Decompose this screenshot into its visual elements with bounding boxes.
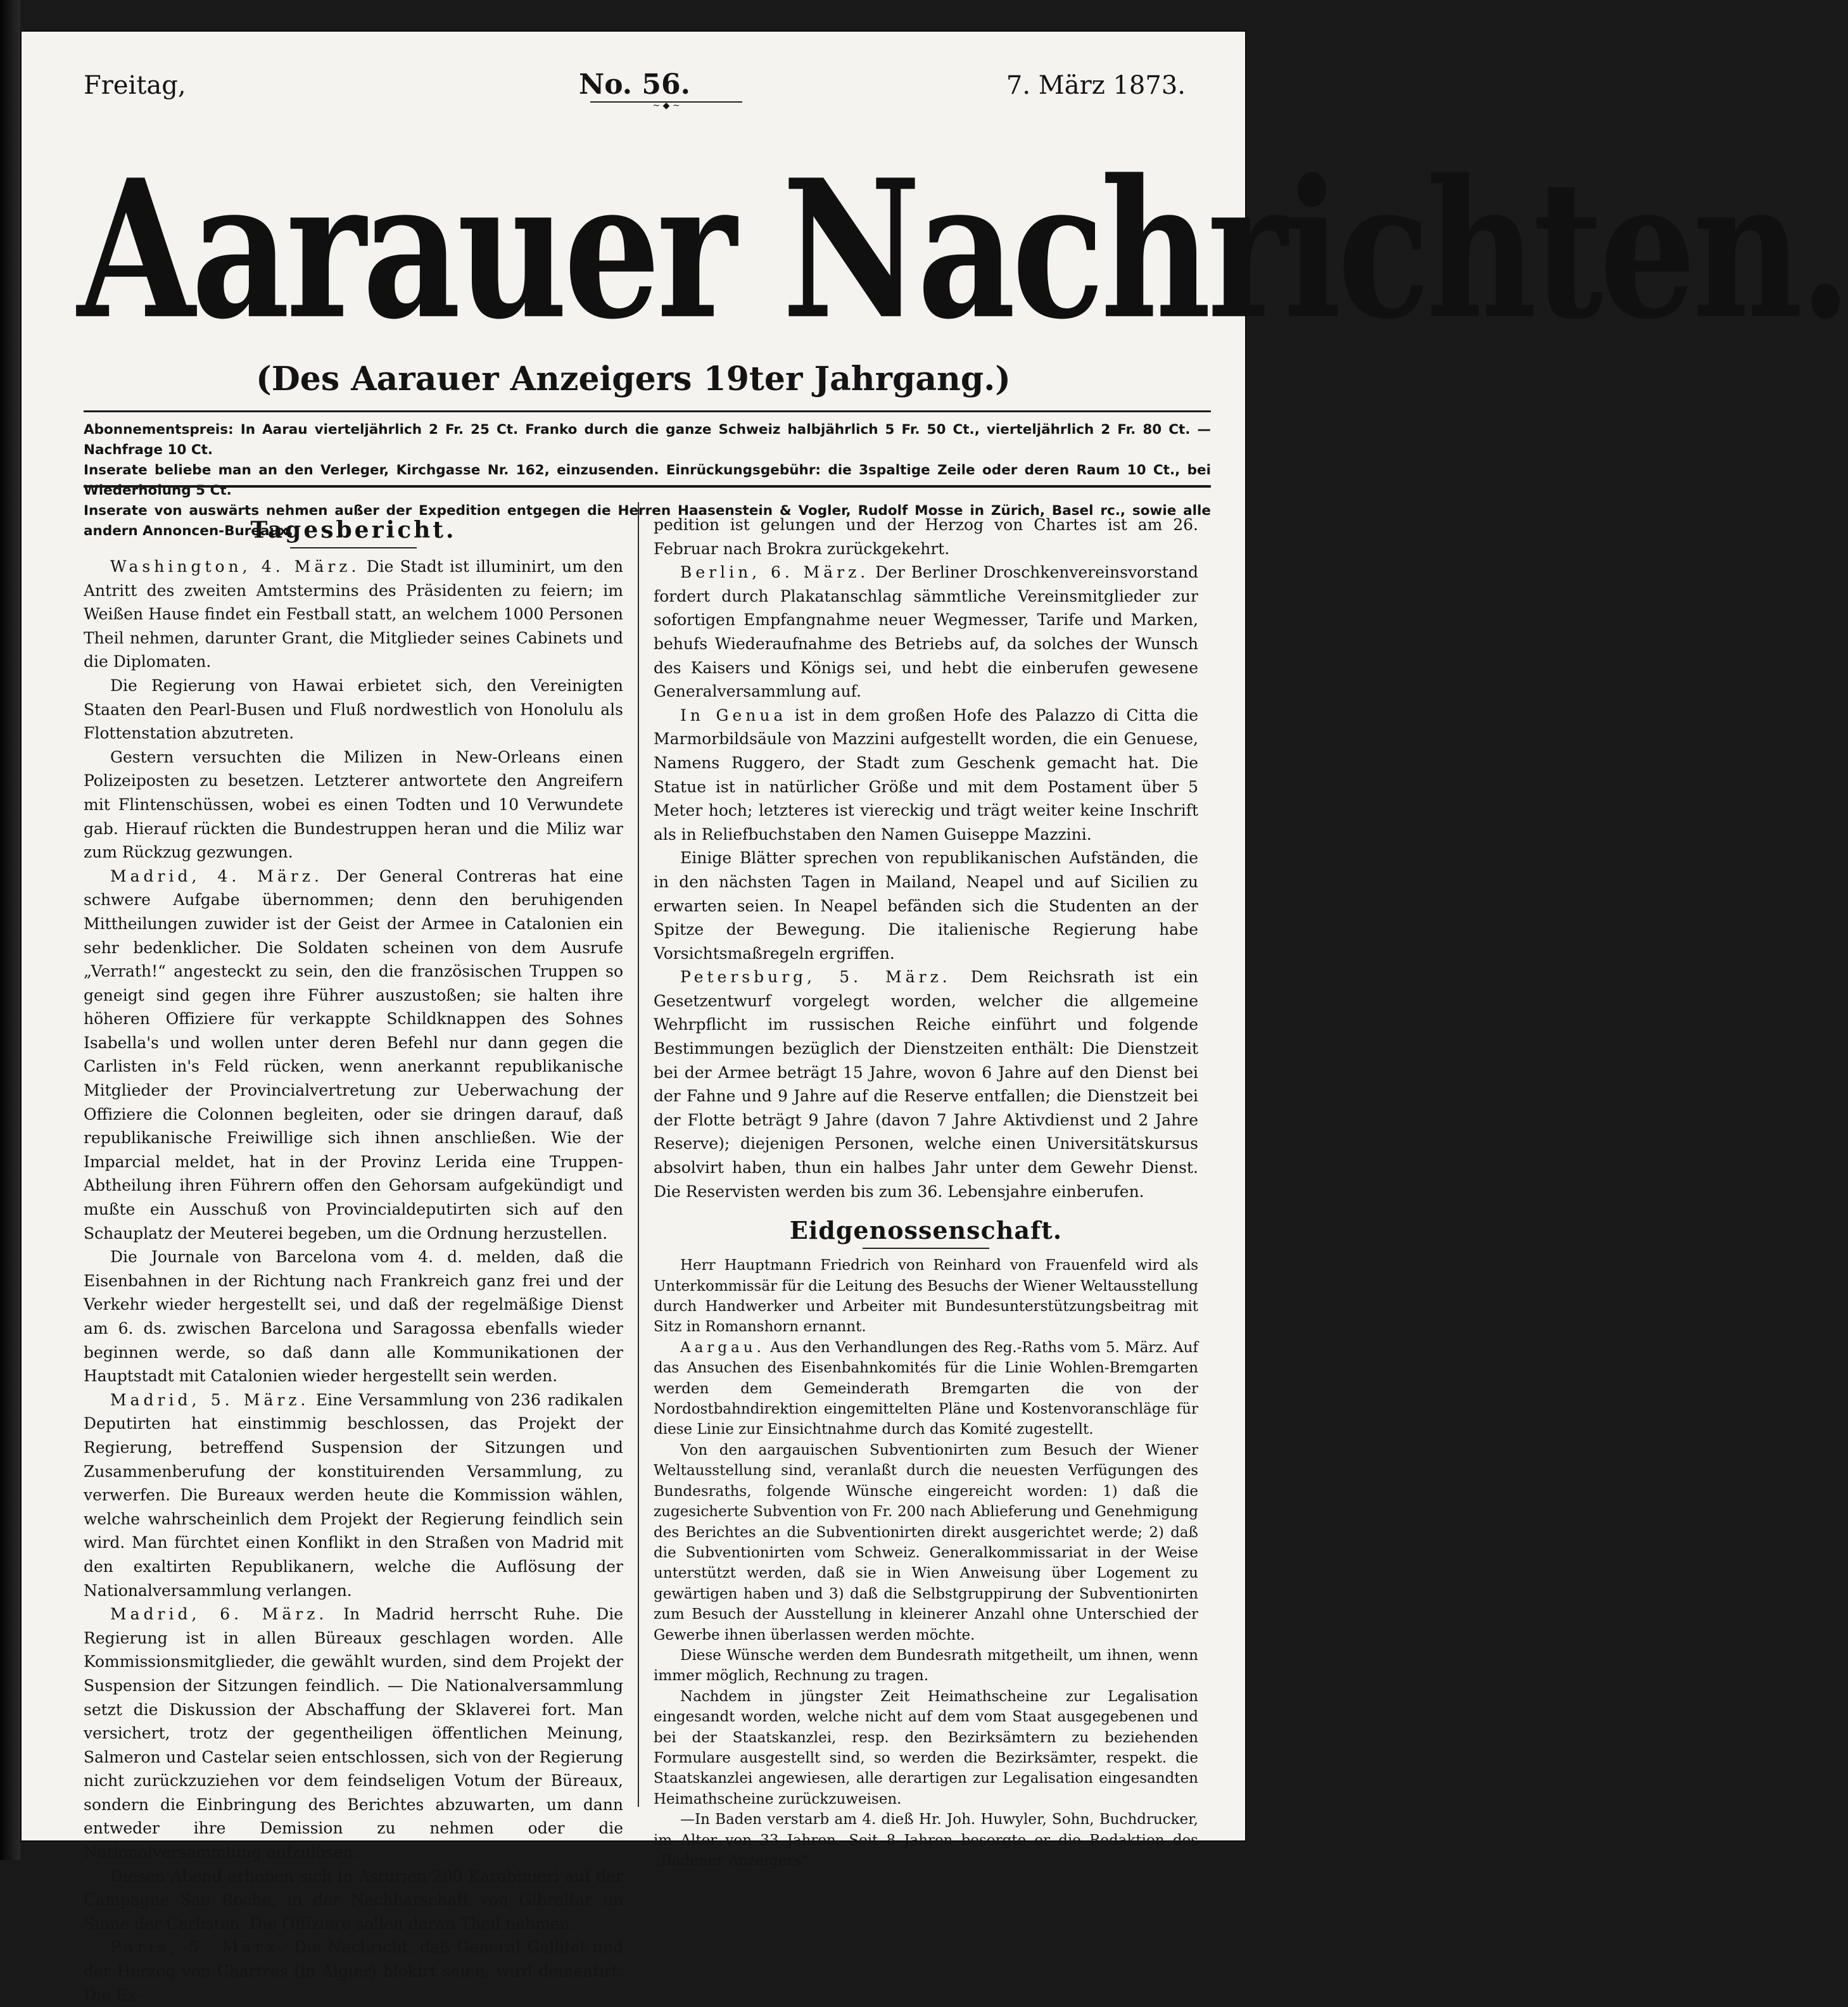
article-paragraph [84,674,623,745]
paragraph-text: Einige Blätter sprechen von republikanischen Aufständen, die in den nächsten Tagen in Mailand, Neapel und auf Sicilien zu erwarten seien. In Neapel befänden sich die Studenten an der Spitze der Bewegung. Die italienische Regierung habe Vorsichtsmaßregeln ergriffen. [654,849,1198,963]
notice-line: Inserate beliebe man an den Verleger, Kirchgasse Nr. 162, einzusenden. Einrückungsgebühr: die 3spaltige Zeile oder deren Raum 10 Ct., bei Wiederholung 5 Ct. [84,462,1211,498]
paragraph-text: ist in dem großen Hofe des Palazzo di Citta die Marmorbildsäule von Mazzini aufgestellt worden, die ein Genuese, Namens Ruggero, der Stadt zum Geschenk gemacht hat. Die Statue ist in natürlicher Größe und mit dem Postament über 5 Meter hoch; letzteres ist viereckig und trägt weiter keine Inschrift als in Reliefbuchstaben den Namen Guiseppe Mazzini. [654,706,1198,844]
dateline: Aargau. [680,1339,765,1356]
paragraph-text: Aus den Verhandlungen des Reg.-Raths vom 5. März. Auf das Ansuchen des Eisenbahnkomités für die Linie Wohlen-Bremgarten werden dem Gemeinderath Bremgarten die von der Nordostbahndirektion eingemittelten Pläne und Kostenvoranschläge für diese Linie zur Einsichtnahme durch das Komité zugestellt. [654,1339,1198,1438]
number-ornament: ~ ◆ ~ [590,101,742,110]
article-paragraph [654,1645,1198,1687]
notice-line: Inserate von auswärts nehmen außer der Expedition entgegen die Herren Haasenstein & Vogler, Rudolf Mosse in Zürich, Basel rc., sowie alle andern Annoncen-Bureaux. [84,503,1211,539]
paragraph-text: Nachdem in jüngster Zeit Heimathscheine zur Legalisation eingesandt worden, welche nicht auf dem vom Staat ausgegebenen und bei der Staatskanzlei, resp. den Bezirksämtern zu beziehenden Formulare ausgestellt sind, so werden die Bezirksämter, respekt. die Staatskanzlei angewiesen, alle derartigen zur Legalisation eingesandten Heimathscheine zurückzuweisen. [654,1688,1198,1808]
article-paragraph [84,864,623,1246]
dateline: Madrid, 5. März. [110,1390,310,1409]
dateline: Paris, 5. März. [110,1938,288,1957]
paragraph-text: Die Nachricht, daß General Gallifet und der Herzog von Chartres (in Algier) blokirt seien, wird dementirt. Die Ex- [84,1938,623,2004]
section-rule [290,547,417,548]
newspaper-page [20,30,1848,2004]
issue-number: No. 56. [579,68,690,101]
paragraph-text: —In Baden verstarb am 4. dieß Hr. Joh. Huwyler, Sohn, Buchdrucker, im Alter von 33 Jahren. Seit 8 Jahren besorgte er die Redaktion des „Badener Anzeigers“. [654,1811,1198,1869]
article-paragraph [84,1935,623,2007]
dateline: Berlin, 6. März. [680,563,870,582]
article-paragraph [84,1602,623,1865]
article-paragraph [654,513,1198,560]
article-paragraph [654,560,1198,704]
paragraph-text: Die Regierung von Hawai erbietet sich, den Vereinigten Staaten den Pearl-Busen und Fluß nordwestlich von Honolulu als Flottenstation abzutreten. [84,676,623,743]
dateline: Petersburg, 5. März. [680,968,951,987]
right-column [654,513,1198,1869]
paragraph-text: In Madrid herrscht Ruhe. Die Regierung ist in allen Büreaux geschlagen worden. Alle Kommissionsmitglieder, die gewählt wurden, sind dem Projekt der Suspension der Sitzungen feindlich. — Die Nationalversammlung setzt die Diskussion der Abschaffung der Sklaverei fort. Man versichert, trotz der gegentheiligen öffentlichen Meinung, Salmeron und Castelar seien entschlossen, sich von der Regierung nicht zurückzuziehen vor dem feindseligen Votum der Büreaux, sondern die Einbringung des Berichtes abzuwarten, um dann entweder ihre Demission zu nehmen oder die Nationalversammlung aufzulösen. [84,1605,623,1862]
article-paragraph [84,1245,623,1388]
article-paragraph [654,1440,1198,1645]
notice-rule [84,485,1211,488]
masthead-subtitle: (Des Aarauer Anzeigers 19ter Jahrgang.) [256,360,1011,398]
article-paragraph [84,555,623,674]
header-rule [84,410,1211,412]
article-paragraph [654,1255,1198,1338]
article-paragraph [654,1809,1198,1871]
article-paragraph [654,846,1198,965]
section-heading-eidgenossenschaft: Eidgenossenschaft. [789,1216,1063,1245]
article-paragraph [654,965,1198,1203]
article-paragraph [84,745,623,864]
article-paragraph [84,1865,623,1936]
section-heading-tagesbericht: Tagesbericht. [250,517,457,543]
paragraph-text: Diese Wünsche werden dem Bundesrath mitgetheilt, um ihnen, wenn immer möglich, Rechnung zu tragen. [654,1647,1198,1685]
section-rule [863,1248,989,1249]
dateline: Madrid, 6. März. [110,1605,328,1624]
masthead-title: Aarauer Nachrichten. [77,138,1848,362]
article-paragraph [654,1338,1198,1440]
paragraph-text: Diesen Abend erhoben sich in Asturien 200 Karabinieri auf der Campagne San Roche, in der Nachbarschaft von Gibraltar im Sinne der Carlisten. Die Offiziere sollen daran Theil nehmen. [84,1866,623,1933]
issue-date: 7. März 1873. [1006,71,1186,100]
paragraph-text: Die Journale von Barcelona vom 4. d. melden, daß die Eisenbahnen in der Richtung nach Frankreich ganz frei und der Verkehr wieder hergestellt sei, und daß der regelmäßige Dienst am 6. ds. zwischen Barcelona und Saragossa ebenfalls wieder beginnen werde, so daß dann alle Kommunikationen der Hauptstadt mit Catalonien wieder hergestellt sein werden. [84,1248,623,1386]
paragraph-text: Gestern versuchten die Milizen in New-Orleans einen Polizeiposten zu besetzen. Letzterer antwortete den Angreifern mit Flintenschüssen, wobei es einen Todten und 10 Verwundete gab. Hierauf rückten die Bundestruppen heran und die Miliz war zum Rückzug gezwungen. [84,747,623,862]
notice-line: Abonnementspreis: In Aarau vierteljährlich 2 Fr. 25 Ct. Franko durch die ganze Schweiz halbjährlich 5 Fr. 50 Ct., vierteljährlich 2 Fr. 80 Ct. — Nachfrage 10 Ct. [84,422,1211,458]
article-paragraph [84,1388,623,1602]
dateline: In Genua [680,706,787,725]
paragraph-text: pedition ist gelungen und der Herzog von Chartes ist am 26. Februar nach Brokra zurückgekehrt. [654,516,1198,558]
paragraph-text: Der General Contreras hat eine schwere Aufgabe übernommen; denn den beruhigenden Mittheilungen zuwider ist der Geist der Armee in Catalonien ein sehr bedenklicher. Die Soldaten scheinen von dem Ausrufe „Verrath!“ angesteckt zu sein, den die französischen Truppen so geneigt sind gegen ihre Führer auszustoßen; sie halten ihre höheren Offiziere für verkappte Schildknappen des Sohnes Isabella's und wollen unter deren Befehl nur dann gegen die Carlisten in's Feld rücken, wenn anerkannt republikanische Mitglieder der Provincialvertretung zur Ueberwachung der Offiziere die Colonnen begleiten, oder sie dringen darauf, daß republikanische Freiwillige sich ihnen anschließen. Wie der Imparcial meldet, hat in der Provinz Lerida eine Truppen-Abtheilung ihren Führern offen den Gehorsam aufgekündigt und mußte ein Ausschuß von Provincialdeputirten sich auf den Schauplatz der Meuterei begeben, um die Ordnung herzustellen. [84,866,623,1243]
paragraph-text: Eine Versammlung von 236 radikalen Deputirten hat einstimmig beschlossen, das Projekt der Regierung, betreffend Suspension der Sitzungen und Zusammenberufung der konstituirenden Versammlung, zu verwerfen. Die Bureaux werden heute die Kommission wählen, welche wahrscheinlich dem Projekt der Regierung feindlich sein wird. Man fürchtet einen Konflikt in den Straßen von Madrid mit den exaltirten Republikanern, welche die Auflösung der Nationalversammlung verlangen. [84,1390,623,1600]
left-column [84,513,623,2004]
scan-edge [0,0,20,1860]
article-paragraph [654,704,1198,847]
paragraph-text: Dem Reichsrath ist ein Gesetzentwurf vorgelegt worden, welcher die allgemeine Wehrpflicht im russischen Reiche einführt und folgende Bestimmungen bezüglich der Dienstzeiten enthält: Die Dienstzeit bei der Armee beträgt 15 Jahre, wovon 6 Jahre auf den Dienst bei der Fahne und 9 Jahre auf die Reserve entfallen; die Dienstzeit bei der Flotte beträgt 9 Jahre (davon 7 Jahre Aktivdienst und 2 Jahre Reserve); diejenigen Personen, welche einen Universitätskursus absolvirt haben, thun ein halbes Jahr unter dem Gewehr Dienst. Die Reservisten werden bis zum 36. Lebensjahre einberufen. [654,968,1198,1201]
eidgenossenschaft-block [654,1255,1198,1871]
paragraph-text: Der Berliner Droschkenvereinsvorstand fordert durch Plakatanschlag sämmtliche Vereinsmitglieder zur sofortigen Empfangnahme neuer Wegmesser, Tarife und Marken, behufs Wiederaufnahme des Betriebs auf, da solches der Wunsch des Kaisers und Königs sei, und hebt die einberufen gewesene Generalversammlung auf. [654,563,1198,701]
issue-day: Freitag, [84,71,186,100]
paragraph-text: Die Stadt ist illuminirt, um den Antritt des zweiten Amtstermins des Präsidenten zu feiern; im Weißen Hause findet ein Festball statt, an welchem 1000 Personen Theil nehmen, darunter Grant, die Mitglieder seines Cabinets und die Diplomaten. [84,557,623,671]
paragraph-text: Von den aargauischen Subventionirten zum Besuch der Wiener Weltausstellung sind, veranlaßt durch die neuesten Verfügungen des Bundesraths, folgende Wünsche eingereicht worden: 1) daß die zugesicherte Subvention von Fr. 200 nach Ablieferung und Genehmigung des Berichtes an die Subventionirten direkt ausgerichtet werde; 2) daß die Subventionirten vom Schweiz. Generalkommissariat in der Weise unterstützt werden, daß sie in Wien Anweisung über Logement zu gewärtigen haben und 3) daß die Selbstgruppirung der Subventionirten zum Besuch der Ausstellung in kleinerer Anzahl ohne Unterschied der Gewerbe ihnen überlassen werden möchte. [654,1441,1198,1643]
dateline: Madrid, 4. März. [110,866,323,885]
article-paragraph [654,1687,1198,1809]
dateline: Washington, 4. März. [110,557,360,576]
column-divider [638,502,639,1807]
paragraph-text: Herr Hauptmann Friedrich von Reinhard von Frauenfeld wird als Unterkommissär für die Leitung des Besuchs der Wiener Weltausstellung durch Handwerker und Arbeiter mit Bundesunterstützungsbeitrag mit Sitz in Romanshorn ernannt. [654,1257,1198,1336]
